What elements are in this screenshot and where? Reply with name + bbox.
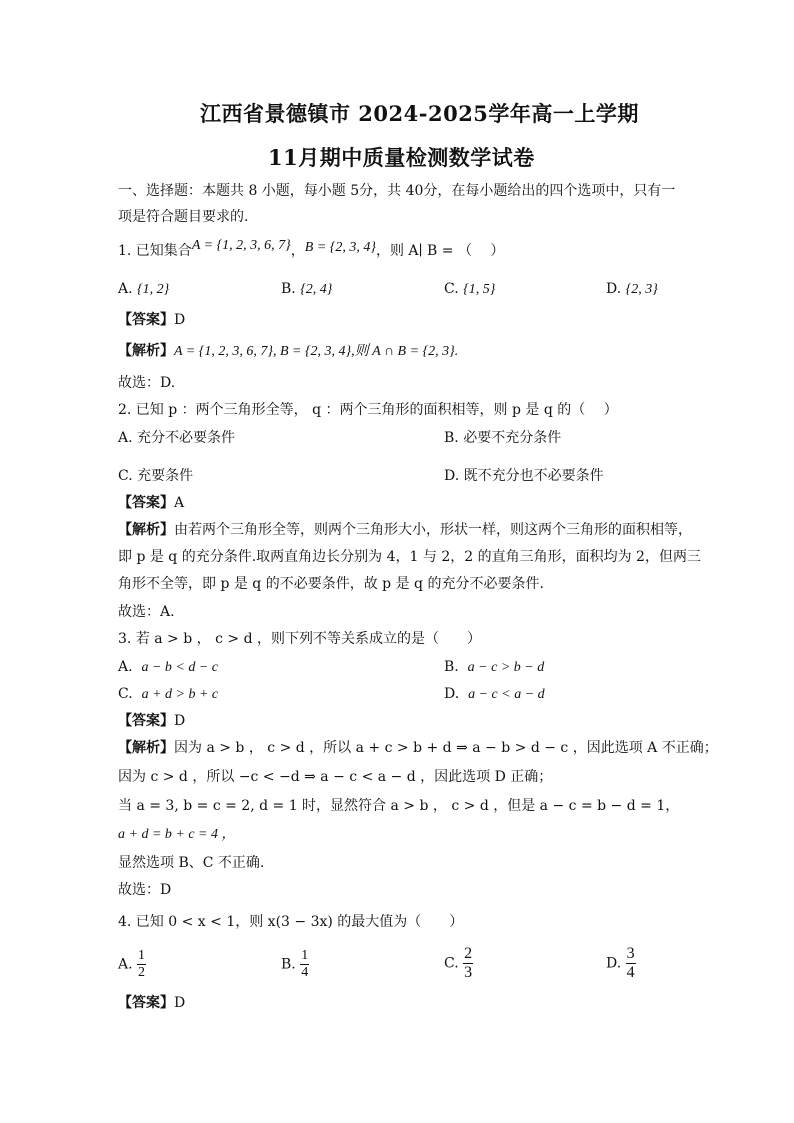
q1-analysis: 【解析】A = {1, 2, 3, 6, 7}, B = {2, 3, 4},则 A ∩ B = {2, 3}. (118, 343, 459, 359)
q3-option-a: A. a − b < d − c (118, 659, 219, 675)
q1-conclusion: 故选：D. (118, 375, 176, 391)
q2-analysis-line1: 【解析】由若两个三角形全等，则两个三角形大小，形状一样，则这两个三角形的面积相等， (118, 522, 692, 538)
q4-option-a-fraction: $\frac{1}{2}$ (138, 948, 146, 980)
q1-stem-tail: ，则 A∣ B = （ ） (375, 243, 505, 259)
q3-analysis-line4: a + d = b + c = 4 ， (118, 827, 236, 842)
page-title-line2: 11月期中质量检测数学试卷 (268, 145, 535, 170)
page-title-line1: 江西省景德镇市 2024-2025学年高一上学期 (200, 101, 639, 126)
q3-analysis-line5: 显然选项 B、C 不正确. (118, 855, 265, 871)
q4-option-a: A. $\frac{1}{2}$ (118, 948, 146, 980)
q2-analysis-line2: 即 p 是 q 的充分条件.取两直角边长分别为 4，1 与 2，2 的直角三角形，面积均为 2，但两三 (118, 549, 701, 565)
q4-answer: 【答案】D (118, 995, 186, 1011)
q4-option-b: B. $\frac{1}{4}$ (281, 948, 309, 980)
q3-conclusion: 故选：D (118, 882, 172, 898)
q4-option-d-fraction: $\frac{3}{4}$ (626, 945, 635, 981)
q2-option-d: D. 既不充分也不必要条件 (444, 468, 604, 484)
q1-stem (118, 238, 505, 260)
q1-answer: 【答案】D (118, 312, 186, 328)
q1-option-b: B. {2, 4} (281, 281, 333, 297)
q3-answer: 【答案】D (118, 713, 186, 729)
q2-stem: 2. 已知 p ：两个三角形全等， q ：两个三角形的面积相等，则 p 是 q 的（ ） (118, 402, 618, 418)
q4-option-b-fraction: $\frac{1}{4}$ (301, 948, 309, 980)
q3-analysis-line2: 因为 c > d ，所以 −c < −d ⇒ a − c < a − d ，因此选项 D 正确； (118, 769, 553, 785)
q4-stem: 4. 已知 0 < x < 1，则 x(3 − 3x) 的最大值为（ ） (118, 914, 464, 930)
q1-set-a: A = {1, 2, 3, 6, 7} (191, 238, 291, 253)
q2-option-a: A. 充分不必要条件 (118, 430, 236, 446)
q1-stem-num: 1. 已知集合 (118, 243, 192, 259)
q4-option-c: C. $\frac{2}{3}$ (444, 945, 473, 981)
q3-analysis-line3: 当 a = 3, b = c = 2, d = 1 时，显然符合 a > b ， c > d ，但是 a − c = b − d = 1， (118, 798, 680, 814)
q1-option-a: A. {1, 2} (118, 281, 170, 297)
q2-option-b: B. 必要不充分条件 (444, 430, 562, 446)
q2-option-c: C. 充要条件 (118, 468, 194, 484)
q3-analysis-line1: 【解析】因为 a > b ， c > d ，所以 a + c > b + d ⇒ a − b > d − c ，因此选项 A 不正确； (118, 740, 718, 756)
q4-option-d: D. $\frac{3}{4}$ (606, 945, 635, 981)
q2-answer: 【答案】A (118, 495, 185, 511)
section-intro-line2: 项是符合题目要求的. (118, 209, 249, 225)
q2-conclusion: 故选：A. (118, 604, 175, 620)
q1-option-d: D. {2, 3} (606, 281, 658, 297)
q1-option-c: C. {1, 5} (444, 281, 496, 297)
q1-set-b: B = {2, 3, 4} (304, 240, 376, 255)
q3-option-d: D. a − c < a − d (444, 686, 545, 702)
q3-option-b: B. a − c > b − d (444, 659, 545, 675)
section-intro-line1: 一、选择题：本题共 8 小题，每小题 5分，共 40分，在每小题给出的四个选项中，只有一 (118, 183, 676, 199)
q4-option-c-fraction: $\frac{2}{3}$ (464, 945, 473, 981)
q2-analysis-line3: 角形不全等，即 p 是 q 的不必要条件，故 p 是 q 的充分不必要条件. (118, 576, 544, 592)
q3-stem: 3. 若 a > b ， c > d ，则下列不等关系成立的是（ ） (118, 631, 481, 647)
q1-comma: ， (290, 243, 305, 259)
q3-option-c: C. a + d > b + c (118, 686, 219, 702)
